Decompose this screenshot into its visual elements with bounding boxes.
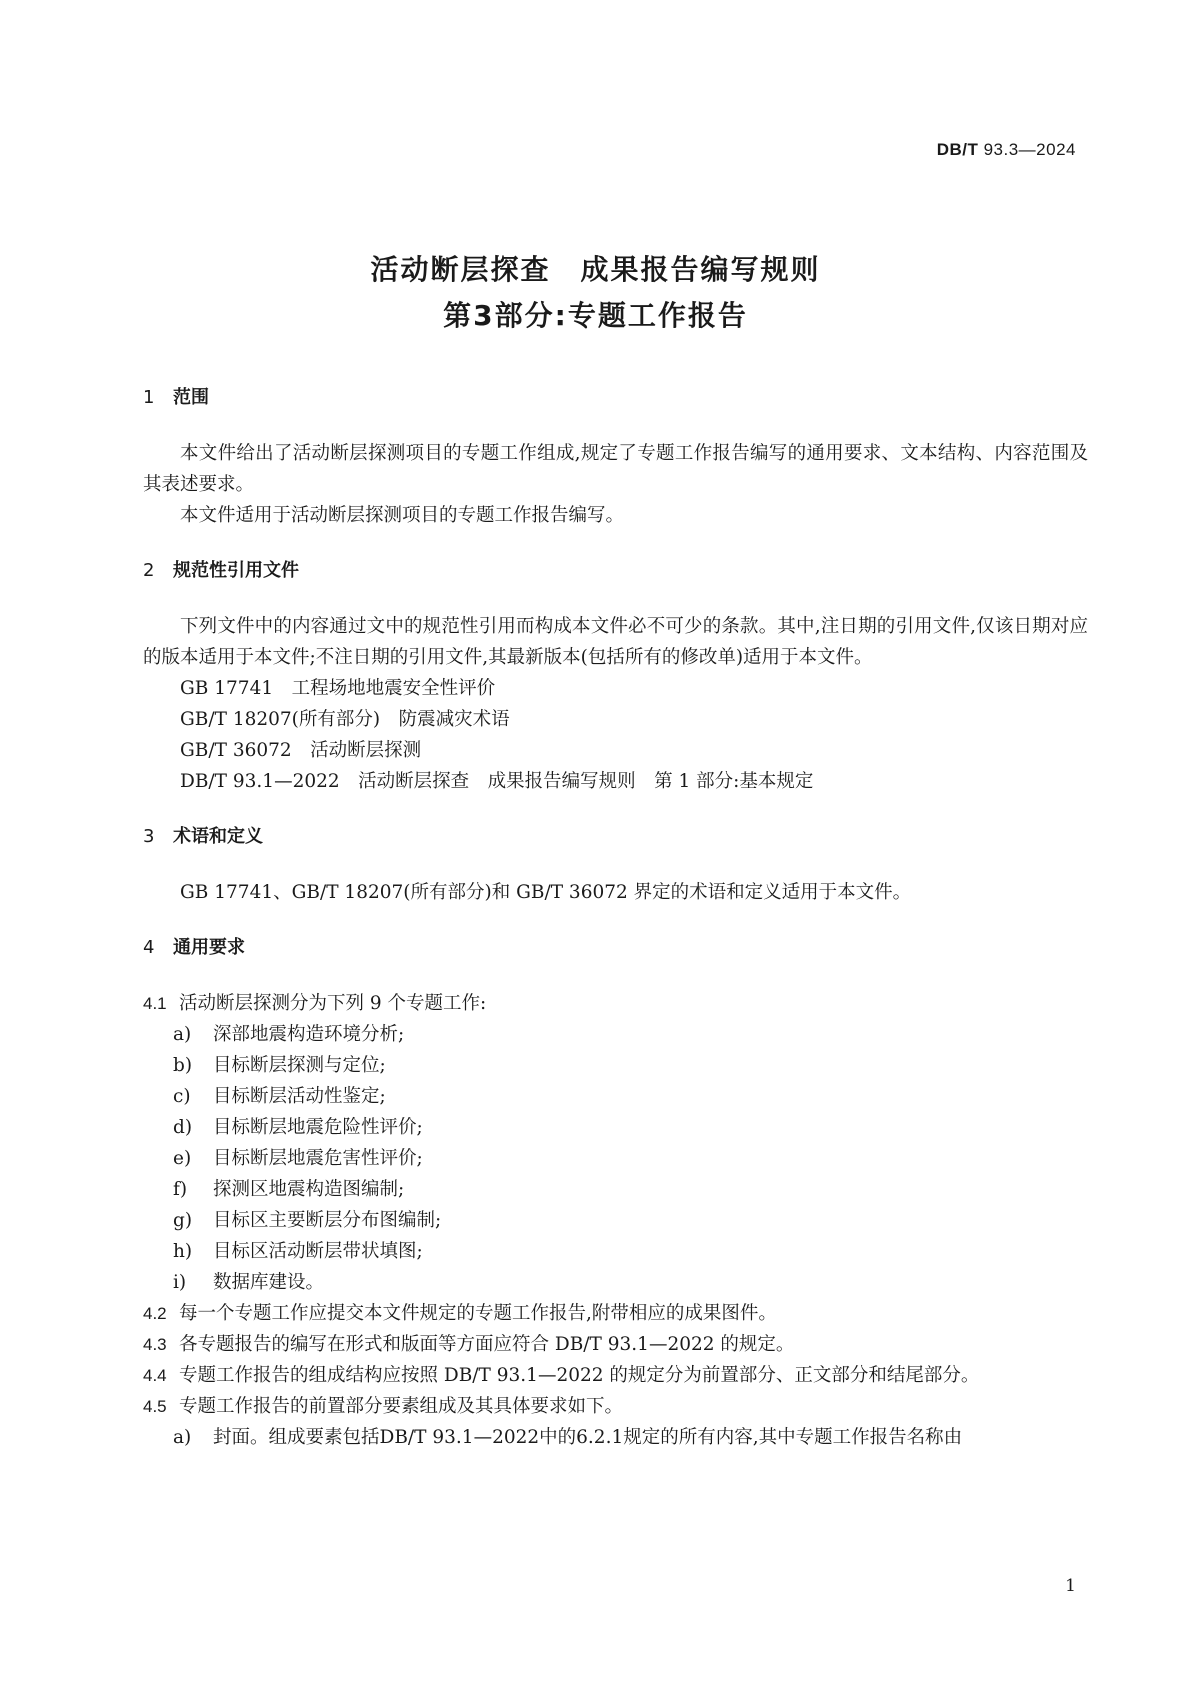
list-item-text: 目标断层地震危害性评价; xyxy=(213,1148,423,1169)
clause-number: 4.4 xyxy=(143,1366,167,1385)
list-item xyxy=(143,1205,1088,1236)
clause-text: 各专题报告的编写在形式和版面等方面应符合 DB/T 93.1—2022 的规定。 xyxy=(179,1334,795,1355)
clause-number: 4.2 xyxy=(143,1304,167,1323)
section-2-heading xyxy=(143,559,1088,583)
list-item-label: b) xyxy=(173,1055,193,1076)
list-item xyxy=(143,1081,1088,1112)
section-number: 2 xyxy=(143,560,155,581)
clause-number: 4.3 xyxy=(143,1335,167,1354)
list-item-text: 目标断层活动性鉴定; xyxy=(213,1086,386,1107)
reference-item: DB/T 93.1—2022 活动断层探查 成果报告编写规则 第 1 部分:基本规定 xyxy=(180,771,814,792)
list-item xyxy=(143,1422,1088,1453)
clause-text: 每一个专题工作应提交本文件规定的专题工作报告,附带相应的成果图件。 xyxy=(179,1303,777,1324)
section-1-paragraph-1: 本文件给出了活动断层探测项目的专题工作组成,规定了专题工作报告编写的通用要求、文本结构、内容范围及其表述要求。 xyxy=(143,443,1088,495)
list-item-label: a) xyxy=(173,1024,192,1045)
list-item-text: 封面。组成要素包括DB/T 93.1—2022中的6.2.1规定的所有内容,其中专题工作报告名称由 xyxy=(213,1427,963,1448)
title-line-1: 活动断层探查 成果报告编写规则 xyxy=(370,253,821,286)
list-item xyxy=(143,1019,1088,1050)
clause-4-5 xyxy=(143,1391,1088,1422)
list-item xyxy=(143,1267,1088,1298)
list-item-text: 数据库建设。 xyxy=(213,1272,325,1293)
section-title: 规范性引用文件 xyxy=(173,560,299,581)
clause-text: 活动断层探测分为下列 9 个专题工作: xyxy=(179,993,487,1014)
document-title xyxy=(0,247,1191,339)
clause-4-2 xyxy=(143,1298,1088,1329)
list-item xyxy=(143,1143,1088,1174)
list-item-text: 探测区地震构造图编制; xyxy=(213,1179,405,1200)
document-code xyxy=(937,140,1076,160)
section-3-heading xyxy=(143,825,1088,849)
reference-item: GB 17741 工程场地地震安全性评价 xyxy=(180,678,496,699)
reference-item: GB/T 18207(所有部分) 防震减灾术语 xyxy=(180,709,510,730)
list-item-text: 深部地震构造环境分析; xyxy=(213,1024,405,1045)
list-item-label: h) xyxy=(173,1241,193,1262)
document-code-prefix: DB/T xyxy=(936,140,979,159)
document-body xyxy=(143,386,1088,1453)
list-item-text: 目标断层地震危险性评价; xyxy=(213,1117,423,1138)
list-item xyxy=(143,1050,1088,1081)
clause-text: 专题工作报告的组成结构应按照 DB/T 93.1—2022 的规定分为前置部分、正文部分和结尾部分。 xyxy=(179,1365,980,1386)
clause-4-3 xyxy=(143,1329,1088,1360)
document-code-number: 93.3—2024 xyxy=(983,140,1076,159)
list-item-label: e) xyxy=(173,1148,192,1169)
list-item-label: i) xyxy=(173,1272,187,1293)
clause-text: 专题工作报告的前置部分要素组成及其具体要求如下。 xyxy=(179,1396,624,1417)
section-4-heading xyxy=(143,936,1088,960)
clause-number: 4.1 xyxy=(143,994,167,1013)
section-3-paragraph: GB 17741、GB/T 18207(所有部分)和 GB/T 36072 界定的术语和定义适用于本文件。 xyxy=(180,882,912,903)
list-item-text: 目标断层探测与定位; xyxy=(213,1055,386,1076)
clause-number: 4.5 xyxy=(143,1397,167,1416)
title-line-2: 第3部分:专题工作报告 xyxy=(443,299,748,332)
section-title: 术语和定义 xyxy=(173,826,263,847)
list-item xyxy=(143,1236,1088,1267)
page-number: 1 xyxy=(1065,1576,1076,1596)
section-1-paragraph-2: 本文件适用于活动断层探测项目的专题工作报告编写。 xyxy=(180,505,625,526)
clause-4-1 xyxy=(143,988,1088,1019)
section-2-intro: 下列文件中的内容通过文中的规范性引用而构成本文件必不可少的条款。其中,注日期的引用文件,仅该日期对应的版本适用于本文件;不注日期的引用文件,其最新版本(包括所有的修改单)适用于本文件。 xyxy=(143,616,1088,668)
list-item xyxy=(143,1112,1088,1143)
section-number: 3 xyxy=(143,826,155,847)
list-item-label: a) xyxy=(173,1427,192,1448)
list-item-label: f) xyxy=(173,1179,188,1200)
reference-item: GB/T 36072 活动断层探测 xyxy=(180,740,422,761)
section-1-heading xyxy=(143,386,1088,410)
section-number: 4 xyxy=(143,937,155,958)
section-title: 范围 xyxy=(173,387,209,408)
section-title: 通用要求 xyxy=(173,937,245,958)
list-item xyxy=(143,1174,1088,1205)
list-item-text: 目标区主要断层分布图编制; xyxy=(213,1210,442,1231)
list-item-text: 目标区活动断层带状填图; xyxy=(213,1241,423,1262)
list-item-label: c) xyxy=(173,1086,191,1107)
clause-4-4 xyxy=(143,1360,1088,1391)
list-item-label: d) xyxy=(173,1117,193,1138)
section-number: 1 xyxy=(143,387,155,408)
list-item-label: g) xyxy=(173,1210,193,1231)
